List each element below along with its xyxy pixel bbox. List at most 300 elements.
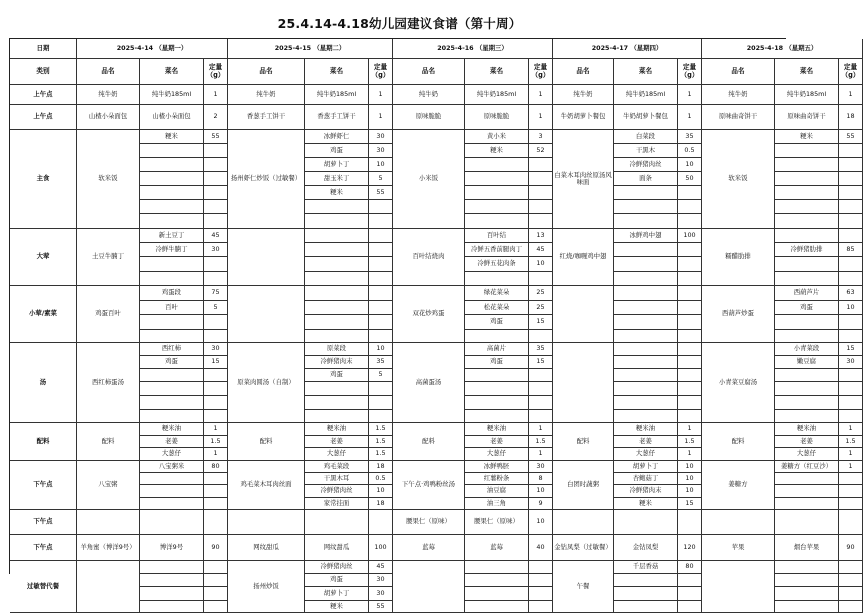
ingredient-amount: 10	[678, 461, 702, 473]
ingredient-name: 大葱仔	[775, 448, 839, 461]
ingredient-amount	[678, 601, 702, 613]
ingredient-name: 姜糖方（红豆沙）	[775, 461, 839, 473]
ingredient-name	[465, 587, 529, 601]
ingredient-name	[305, 257, 369, 272]
ingredient-name	[140, 485, 204, 498]
header-amount: 定量（g）	[369, 59, 393, 85]
ingredient-amount	[204, 473, 228, 485]
ingredient-amount: 90	[204, 535, 228, 561]
ingredient-name: 白菜段	[614, 130, 678, 144]
ingredient-name: 黄小米	[465, 130, 529, 144]
ingredient-name	[305, 301, 369, 315]
ingredient-name: 山楂小朵面包	[140, 105, 204, 130]
ingredient-name: 粳米	[140, 130, 204, 144]
ingredient-amount: 10	[369, 343, 393, 356]
ingredient-name	[140, 272, 204, 286]
ingredient-name	[614, 510, 678, 535]
ingredient-amount: 15	[204, 356, 228, 369]
ingredient-name: 干黑木耳	[305, 473, 369, 485]
ingredient-amount	[369, 286, 393, 301]
ingredient-amount: 2	[204, 105, 228, 130]
dish-name	[228, 229, 305, 286]
ingredient-name	[775, 200, 839, 214]
ingredient-amount	[529, 272, 553, 286]
ingredient-name	[305, 243, 369, 257]
header-amount: 定量（g）	[529, 59, 553, 85]
ingredient-amount: 1	[678, 85, 702, 105]
ingredient-amount: 1.5	[204, 436, 228, 448]
header-amount: 定量（g）	[204, 59, 228, 85]
dish-name: 下午点·鸡鸭粉丝汤	[393, 461, 465, 510]
ingredient-name	[465, 186, 529, 200]
ingredient-amount: 1	[529, 448, 553, 461]
ingredient-name	[775, 498, 839, 510]
ingredient-amount	[204, 382, 228, 396]
ingredient-name: 鸡蛋	[305, 369, 369, 382]
ingredient-amount	[678, 587, 702, 601]
ingredient-name: 粳米油	[140, 423, 204, 436]
ingredient-name: 烟台苹果	[775, 535, 839, 561]
ingredient-amount: 1	[839, 461, 863, 473]
ingredient-name	[140, 257, 204, 272]
ingredient-amount	[678, 330, 702, 343]
dish-name: 配料	[77, 423, 140, 461]
header-dish: 品名	[393, 59, 465, 85]
ingredient-name: 绿花菜朵	[465, 286, 529, 301]
dish-name	[77, 561, 140, 613]
ingredient-amount: 1	[204, 85, 228, 105]
ingredient-name	[305, 200, 369, 214]
ingredient-name: 杏鲍菇丁	[614, 473, 678, 485]
ingredient-name: 纯牛奶185ml	[614, 85, 678, 105]
dish-name	[77, 510, 140, 535]
ingredient-amount	[204, 186, 228, 200]
dish-name: 鸡蛋百叶	[77, 286, 140, 343]
meal-category-label: 小荤/素菜	[10, 286, 77, 343]
ingredient-name	[305, 229, 369, 243]
ingredient-name: 鸡蛋	[305, 144, 369, 158]
ingredient-amount: 25	[529, 286, 553, 301]
ingredient-name	[140, 158, 204, 172]
ingredient-name	[775, 172, 839, 186]
ingredient-name: 博洋9号	[140, 535, 204, 561]
ingredient-amount	[204, 214, 228, 229]
dish-name	[553, 510, 614, 535]
ingredient-amount: 10	[678, 485, 702, 498]
dish-name: 纯牛奶	[77, 85, 140, 105]
ingredient-name: 老姜	[775, 436, 839, 448]
ingredient-name: 嫩豆腐	[775, 356, 839, 369]
header-dish: 品名	[702, 59, 775, 85]
ingredient-amount	[369, 410, 393, 423]
ingredient-name: 粳米	[775, 130, 839, 144]
ingredient-amount: 55	[369, 186, 393, 200]
ingredient-name: 金钻凤梨	[614, 535, 678, 561]
dish-name: 山楂小朵面包	[77, 105, 140, 130]
ingredient-name	[465, 396, 529, 410]
header-ingredient: 菜名	[465, 59, 529, 85]
ingredient-name	[614, 410, 678, 423]
dish-name: 纯牛奶	[228, 85, 305, 105]
ingredient-amount	[839, 315, 863, 330]
ingredient-amount: 3	[529, 130, 553, 144]
ingredient-name: 冰鲜鸭胚	[465, 461, 529, 473]
ingredient-name: 粳米	[305, 186, 369, 200]
ingredient-amount	[839, 158, 863, 172]
ingredient-amount	[839, 396, 863, 410]
ingredient-amount: 10	[529, 510, 553, 535]
ingredient-amount	[369, 301, 393, 315]
ingredient-name	[140, 601, 204, 613]
ingredient-name	[614, 587, 678, 601]
ingredient-amount: 30	[369, 587, 393, 601]
ingredient-name	[305, 272, 369, 286]
ingredient-name	[775, 561, 839, 574]
ingredient-name: 红薯粉条	[465, 473, 529, 485]
ingredient-amount: 1.5	[369, 436, 393, 448]
ingredient-amount: 85	[839, 243, 863, 257]
ingredient-name	[775, 382, 839, 396]
ingredient-amount	[839, 172, 863, 186]
ingredient-name	[614, 186, 678, 200]
ingredient-name	[614, 257, 678, 272]
ingredient-name	[140, 473, 204, 485]
ingredient-name	[465, 574, 529, 587]
ingredient-amount	[839, 574, 863, 587]
ingredient-amount	[369, 382, 393, 396]
ingredient-amount: 30	[369, 130, 393, 144]
ingredient-name: 西红柿	[140, 343, 204, 356]
ingredient-amount	[839, 498, 863, 510]
ingredient-amount	[204, 574, 228, 587]
ingredient-amount: 18	[369, 498, 393, 510]
ingredient-amount: 120	[678, 535, 702, 561]
ingredient-name: 原味脆脆	[465, 105, 529, 130]
ingredient-amount	[529, 369, 553, 382]
dish-name	[228, 510, 305, 535]
ingredient-name	[140, 144, 204, 158]
dish-name: 午餐	[553, 561, 614, 613]
ingredient-name: 粳米	[465, 144, 529, 158]
ingredient-amount	[204, 410, 228, 423]
ingredient-name: 鸡蛋	[465, 315, 529, 330]
ingredient-name: 冷鲜猪肉丝	[305, 561, 369, 574]
ingredient-amount	[529, 214, 553, 229]
dish-name: 小米饭	[393, 130, 465, 229]
ingredient-name: 冷鲜猪肉末	[614, 485, 678, 498]
dish-name: 土豆牛腩丁	[77, 229, 140, 286]
ingredient-name: 鸡毛菜段	[305, 461, 369, 473]
meal-category-label: 下午点	[10, 535, 77, 561]
ingredient-name: 松花菜朵	[465, 301, 529, 315]
ingredient-name: 百叶结	[465, 229, 529, 243]
ingredient-name	[614, 396, 678, 410]
ingredient-name	[465, 272, 529, 286]
ingredient-amount	[204, 485, 228, 498]
ingredient-name	[465, 172, 529, 186]
ingredient-amount: 75	[204, 286, 228, 301]
ingredient-amount	[678, 410, 702, 423]
ingredient-amount: 35	[529, 343, 553, 356]
ingredient-amount: 18	[839, 105, 863, 130]
ingredient-name: 牛奶胡萝卜餐包	[614, 105, 678, 130]
ingredient-name	[775, 473, 839, 485]
meal-category-label: 过敏替代餐	[10, 561, 77, 613]
day-header-tue: 2025-4-15 （星期二）	[228, 39, 393, 59]
ingredient-amount	[529, 561, 553, 574]
ingredient-name	[614, 286, 678, 301]
ingredient-name	[140, 330, 204, 343]
ingredient-name	[465, 330, 529, 343]
ingredient-name: 粳米油	[614, 423, 678, 436]
ingredient-name: 纯牛奶185ml	[775, 85, 839, 105]
ingredient-amount	[204, 587, 228, 601]
ingredient-amount	[529, 200, 553, 214]
ingredient-amount	[839, 601, 863, 613]
ingredient-name: 网纹甜瓜	[305, 535, 369, 561]
ingredient-amount	[839, 473, 863, 485]
ingredient-name	[775, 315, 839, 330]
dish-name: 配料	[393, 423, 465, 461]
ingredient-name	[775, 510, 839, 535]
dish-name: 腰果仁（原味）	[393, 510, 465, 535]
ingredient-name: 粳米油	[465, 423, 529, 436]
ingredient-name	[775, 574, 839, 587]
ingredient-amount: 80	[678, 561, 702, 574]
ingredient-name	[614, 330, 678, 343]
ingredient-name	[775, 410, 839, 423]
ingredient-amount: 0.5	[678, 144, 702, 158]
ingredient-amount: 1.5	[839, 436, 863, 448]
ingredient-name	[465, 214, 529, 229]
ingredient-amount: 40	[529, 535, 553, 561]
ingredient-name: 小青菜段	[775, 343, 839, 356]
ingredient-amount	[529, 396, 553, 410]
ingredient-amount	[678, 272, 702, 286]
ingredient-amount: 10	[529, 257, 553, 272]
ingredient-amount: 25	[529, 301, 553, 315]
ingredient-amount: 30	[839, 356, 863, 369]
ingredient-name: 大葱仔	[140, 448, 204, 461]
day-header-mon: 2025-4-14 （星期一）	[77, 39, 228, 59]
ingredient-amount	[678, 356, 702, 369]
ingredient-name	[140, 510, 204, 535]
ingredient-name	[465, 200, 529, 214]
ingredient-name: 高菌片	[465, 343, 529, 356]
ingredient-name	[614, 272, 678, 286]
ingredient-amount	[369, 330, 393, 343]
dish-name: 西红柿蛋汤	[77, 343, 140, 423]
ingredient-name	[775, 272, 839, 286]
dish-name: 配料	[553, 423, 614, 461]
meal-category-label: 上午点	[10, 85, 77, 105]
ingredient-amount	[529, 172, 553, 186]
ingredient-name	[140, 561, 204, 574]
ingredient-name: 鸡蛋	[305, 574, 369, 587]
ingredient-amount: 50	[678, 172, 702, 186]
ingredient-amount	[678, 510, 702, 535]
ingredient-name	[465, 382, 529, 396]
ingredient-amount	[839, 214, 863, 229]
ingredient-amount	[529, 330, 553, 343]
ingredient-amount: 55	[204, 130, 228, 144]
ingredient-name	[305, 214, 369, 229]
ingredient-name	[305, 315, 369, 330]
meal-category-label: 汤	[10, 343, 77, 423]
ingredient-amount: 30	[204, 243, 228, 257]
ingredient-name	[775, 186, 839, 200]
ingredient-amount	[204, 561, 228, 574]
ingredient-name: 腰果仁（原味）	[465, 510, 529, 535]
ingredient-amount	[529, 410, 553, 423]
ingredient-amount	[369, 272, 393, 286]
ingredient-name: 鸡蛋	[465, 356, 529, 369]
ingredient-name: 纯牛奶185ml	[140, 85, 204, 105]
header-dish: 品名	[77, 59, 140, 85]
ingredient-name	[140, 574, 204, 587]
ingredient-amount: 1	[839, 423, 863, 436]
ingredient-amount: 1	[529, 85, 553, 105]
dish-name	[553, 343, 614, 423]
ingredient-name: 冷鲜五香前腿肉丁	[465, 243, 529, 257]
ingredient-name: 蓝莓	[465, 535, 529, 561]
ingredient-name: 油豆腐	[465, 485, 529, 498]
ingredient-amount: 45	[529, 243, 553, 257]
ingredient-amount: 100	[678, 229, 702, 243]
ingredient-name: 百叶	[140, 301, 204, 315]
dish-name: 原味脆脆	[393, 105, 465, 130]
dish-name	[702, 510, 775, 535]
ingredient-amount: 10	[369, 485, 393, 498]
dish-name: 白团时蔬粥	[553, 461, 614, 510]
ingredient-amount	[204, 498, 228, 510]
ingredient-name: 胡萝卜丁	[614, 461, 678, 473]
ingredient-amount	[839, 369, 863, 382]
ingredient-amount: 10	[678, 158, 702, 172]
ingredient-name: 胡萝卜丁	[305, 587, 369, 601]
ingredient-amount	[678, 382, 702, 396]
ingredient-name	[775, 369, 839, 382]
ingredient-amount	[678, 369, 702, 382]
ingredient-amount: 13	[529, 229, 553, 243]
ingredient-name	[465, 410, 529, 423]
ingredient-name	[775, 396, 839, 410]
day-header-wed: 2025-4-16 （星期三）	[393, 39, 553, 59]
ingredient-amount: 80	[204, 461, 228, 473]
ingredient-amount	[839, 382, 863, 396]
ingredient-name	[305, 510, 369, 535]
ingredient-name: 老姜	[140, 436, 204, 448]
ingredient-amount	[678, 243, 702, 257]
dish-name: 糯醋肋排	[702, 229, 775, 286]
dish-name	[553, 286, 614, 343]
ingredient-name: 冷鲜猪肋排	[775, 243, 839, 257]
ingredient-amount	[369, 243, 393, 257]
ingredient-amount	[369, 229, 393, 243]
ingredient-amount	[839, 144, 863, 158]
ingredient-amount	[839, 186, 863, 200]
ingredient-amount	[369, 214, 393, 229]
meal-category-label: 下午点	[10, 461, 77, 510]
date-corner-cell: 日期	[10, 39, 77, 59]
ingredient-amount: 45	[369, 561, 393, 574]
ingredient-name: 新土豆丁	[140, 229, 204, 243]
ingredient-amount: 1	[678, 448, 702, 461]
ingredient-name: 胡萝卜丁	[305, 158, 369, 172]
header-amount: 定量（g）	[839, 59, 863, 85]
header-ingredient: 菜名	[140, 59, 204, 85]
ingredient-amount: 8	[529, 473, 553, 485]
ingredient-name: 鸡蛋	[775, 301, 839, 315]
meal-category-label: 大荤	[10, 229, 77, 286]
ingredient-name: 大葱仔	[614, 448, 678, 461]
ingredient-amount	[369, 510, 393, 535]
menu-table	[9, 38, 860, 610]
ingredient-amount: 5	[204, 301, 228, 315]
ingredient-amount: 5	[369, 369, 393, 382]
dish-name: 西葫芦炒蛋	[702, 286, 775, 343]
ingredient-amount	[839, 330, 863, 343]
ingredient-amount	[369, 200, 393, 214]
ingredient-name	[775, 485, 839, 498]
ingredient-name	[140, 587, 204, 601]
ingredient-name	[614, 382, 678, 396]
ingredient-amount	[678, 200, 702, 214]
dish-name	[702, 561, 775, 613]
ingredient-name: 八宝粥米	[140, 461, 204, 473]
ingredient-amount	[678, 214, 702, 229]
header-amount: 定量（g）	[678, 59, 702, 85]
ingredient-amount	[839, 561, 863, 574]
ingredient-name	[465, 561, 529, 574]
ingredient-name: 粳米	[614, 498, 678, 510]
ingredient-amount: 100	[369, 535, 393, 561]
ingredient-amount	[204, 158, 228, 172]
dish-name: 苹果	[702, 535, 775, 561]
ingredient-amount: 45	[204, 229, 228, 243]
ingredient-name: 西葫芦片	[775, 286, 839, 301]
dish-name: 配料	[702, 423, 775, 461]
ingredient-name: 甜玉米丁	[305, 172, 369, 186]
ingredient-amount	[529, 186, 553, 200]
ingredient-amount	[529, 601, 553, 613]
ingredient-amount: 15	[839, 343, 863, 356]
ingredient-name	[614, 243, 678, 257]
ingredient-name: 冷鲜猪肉末	[305, 356, 369, 369]
dish-name: 香葱手工饼干	[228, 105, 305, 130]
dish-name: 网纹甜瓜	[228, 535, 305, 561]
ingredient-name	[140, 214, 204, 229]
ingredient-amount	[204, 396, 228, 410]
ingredient-amount	[678, 186, 702, 200]
ingredient-amount	[204, 272, 228, 286]
ingredient-amount	[369, 315, 393, 330]
dish-name: 纯牛奶	[702, 85, 775, 105]
ingredient-amount: 10	[678, 473, 702, 485]
dish-name: 蓝莓	[393, 535, 465, 561]
ingredient-amount: 10	[529, 485, 553, 498]
ingredient-name	[775, 229, 839, 243]
dish-name: 原菜肉圆汤（自制）	[228, 343, 305, 423]
ingredient-name: 粳米	[305, 601, 369, 613]
ingredient-name	[775, 214, 839, 229]
ingredient-amount: 9	[529, 498, 553, 510]
ingredient-name	[614, 356, 678, 369]
ingredient-name: 千层香菇	[614, 561, 678, 574]
ingredient-amount: 10	[369, 158, 393, 172]
ingredient-amount	[204, 601, 228, 613]
ingredient-name: 香葱手工饼干	[305, 105, 369, 130]
